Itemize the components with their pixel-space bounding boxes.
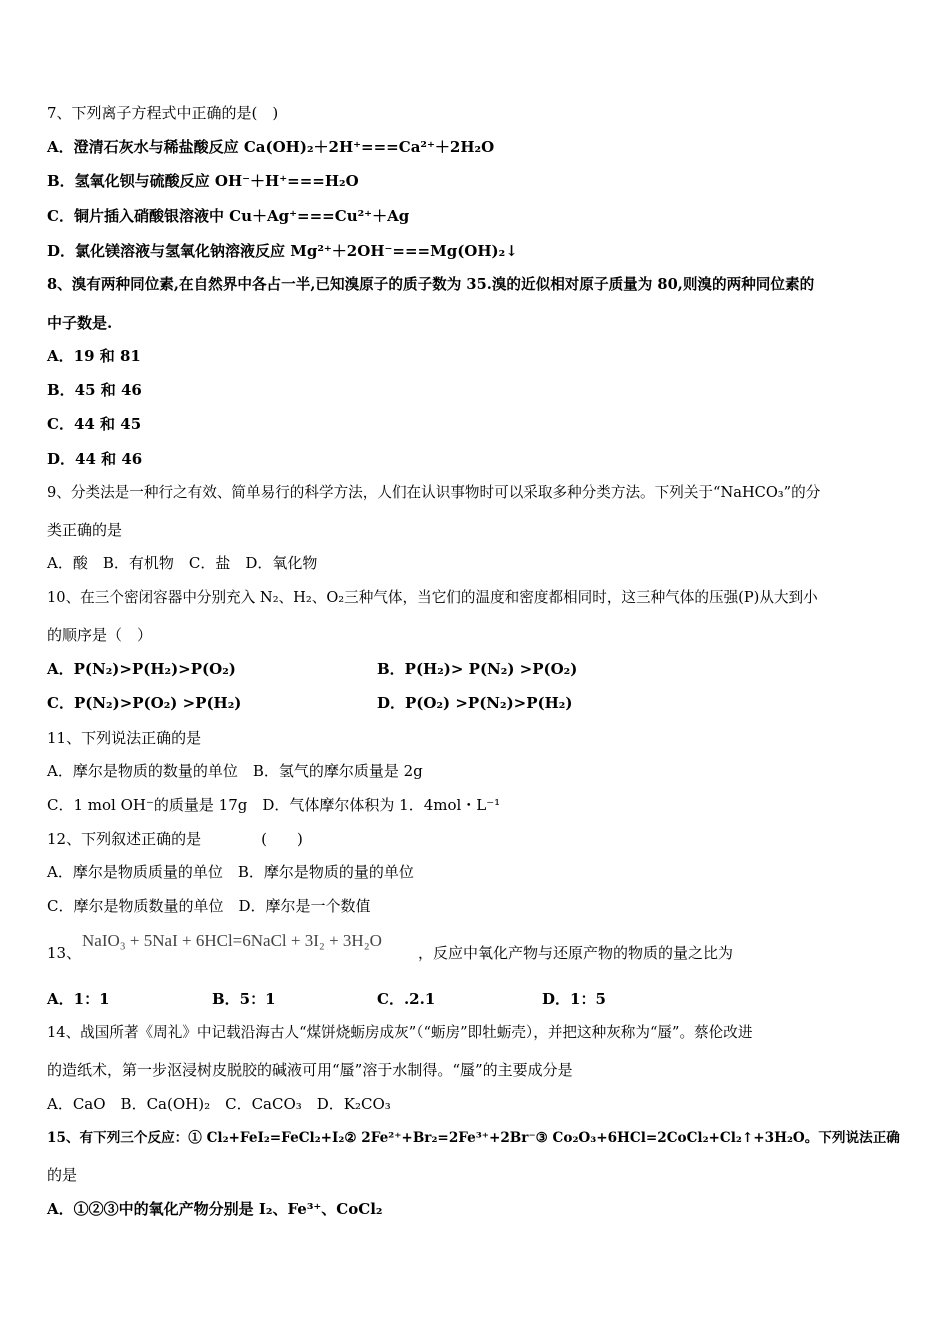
q11-stem: 11、下列说法正确的是 (47, 729, 202, 747)
q14-stem-line2: 的造纸术，第一步沤浸树皮脱胶的碱液可用“蜃”溶于水制得。“蜃”的主要成分是 (47, 1061, 573, 1079)
q7-option-c: C．铜片插入硝酸银溶液中 Cu＋Ag⁺===Cu²⁺＋Ag (47, 207, 410, 225)
q14-stem-line1: 14、战国所著《周礼》中记载沿海古人“煤饼烧蛎房成灰”（“蛎房”即牡蛎壳），并把这种灰称为“蜃”。蔡伦改进 (47, 1024, 753, 1041)
q8-option-d: D．44 和 46 (47, 450, 143, 468)
q8-option-a: A．19 和 81 (47, 347, 141, 365)
q9-stem-line2: 类正确的是 (47, 521, 123, 539)
q10-option-d: D．P(O₂) >P(N₂)>P(H₂) (377, 694, 573, 712)
q8-option-b: B．45 和 46 (47, 381, 142, 399)
q7-option-a: A．澄清石灰水与稀盐酸反应 Ca(OH)₂＋2H⁺===Ca²⁺＋2H₂O (47, 138, 495, 156)
q13-number: 13、 (47, 944, 82, 962)
q12-options-cd: C．摩尔是物质数量的单位 D．摩尔是一个数值 (47, 897, 371, 915)
q7-option-b: B．氢氧化钡与硫酸反应 OH⁻＋H⁺===H₂O (47, 172, 359, 190)
q15-option-a: A．①②③中的氧化产物分别是 I₂、Fe³⁺、CoCl₂ (47, 1200, 383, 1218)
q15-stem-line2: 的是 (47, 1166, 78, 1184)
q11-options-cd: C．1 mol OH⁻的质量是 17g D．气体摩尔体积为 1．4mol・L⁻¹ (47, 796, 501, 814)
q8-stem-line1: 8、溴有两种同位素,在自然界中各占一半,已知溴原子的质子数为 35.溴的近似相对原子质量为 80,则溴的两种同位素的 (47, 276, 815, 293)
q10-stem-line1: 10、在三个密闭容器中分别充入 N₂、H₂、O₂三种气体，当它们的温度和密度都相同时，这三种气体的压强(P)从大到小 (47, 589, 818, 606)
q9-options: A．酸 B．有机物 C．盐 D．氧化物 (47, 554, 318, 572)
q11-options-ab: A．摩尔是物质的数量的单位 B．氢气的摩尔质量是 2g (47, 762, 423, 780)
q13-option-b: B．5：1 (212, 990, 276, 1008)
q10-option-b: B．P(H₂)> P(N₂) >P(O₂) (377, 660, 578, 678)
q13-option-d: D．1：5 (542, 990, 606, 1008)
q10-option-c: C．P(N₂)>P(O₂) >P(H₂) (47, 694, 242, 712)
q7-option-d: D．氯化镁溶液与氢氧化钠溶液反应 Mg²⁺＋2OH⁻===Mg(OH)₂↓ (47, 242, 518, 260)
q15-stem-line1: 15、有下列三个反应：① Cl₂+FeI₂=FeCl₂+I₂② 2Fe²⁺+Br₂=2Fe³⁺+2Br⁻③ Co₂O₃+6HCl=2CoCl₂+Cl₂↑+3H₂O。下列说法正确 (47, 1130, 900, 1146)
q8-option-c: C．44 和 45 (47, 415, 142, 433)
q10-stem-line2: 的顺序是（ ） (47, 626, 153, 644)
q12-options-ab: A．摩尔是物质质量的单位 B．摩尔是物质的量的单位 (47, 863, 414, 881)
q9-stem-line1: 9、分类法是一种行之有效、简单易行的科学方法，人们在认识事物时可以采取多种分类方法。下列关于“NaHCO₃”的分 (47, 484, 821, 501)
q12-stem: 12、下列叙述正确的是 ( ) (47, 830, 303, 848)
q7-stem: 7、下列离子方程式中正确的是( ) (47, 104, 279, 122)
q13-equation: NaIO₃ + 5NaI + 6HCl=6NaCl + 3I₂ + 3H₂O (82, 931, 382, 950)
q14-options: A．CaO B．Ca(OH)₂ C．CaCO₃ D．K₂CO₃ (47, 1095, 391, 1113)
q13-stem-rest: ，反应中氧化产物与还原产物的物质的量之比为 (418, 944, 734, 962)
q13-option-c: C．.2.1 (377, 990, 436, 1008)
q10-option-a: A．P(N₂)>P(H₂)>P(O₂) (47, 660, 236, 678)
q8-stem-line2: 中子数是. (47, 314, 113, 332)
q13-option-a: A．1：1 (47, 990, 110, 1008)
